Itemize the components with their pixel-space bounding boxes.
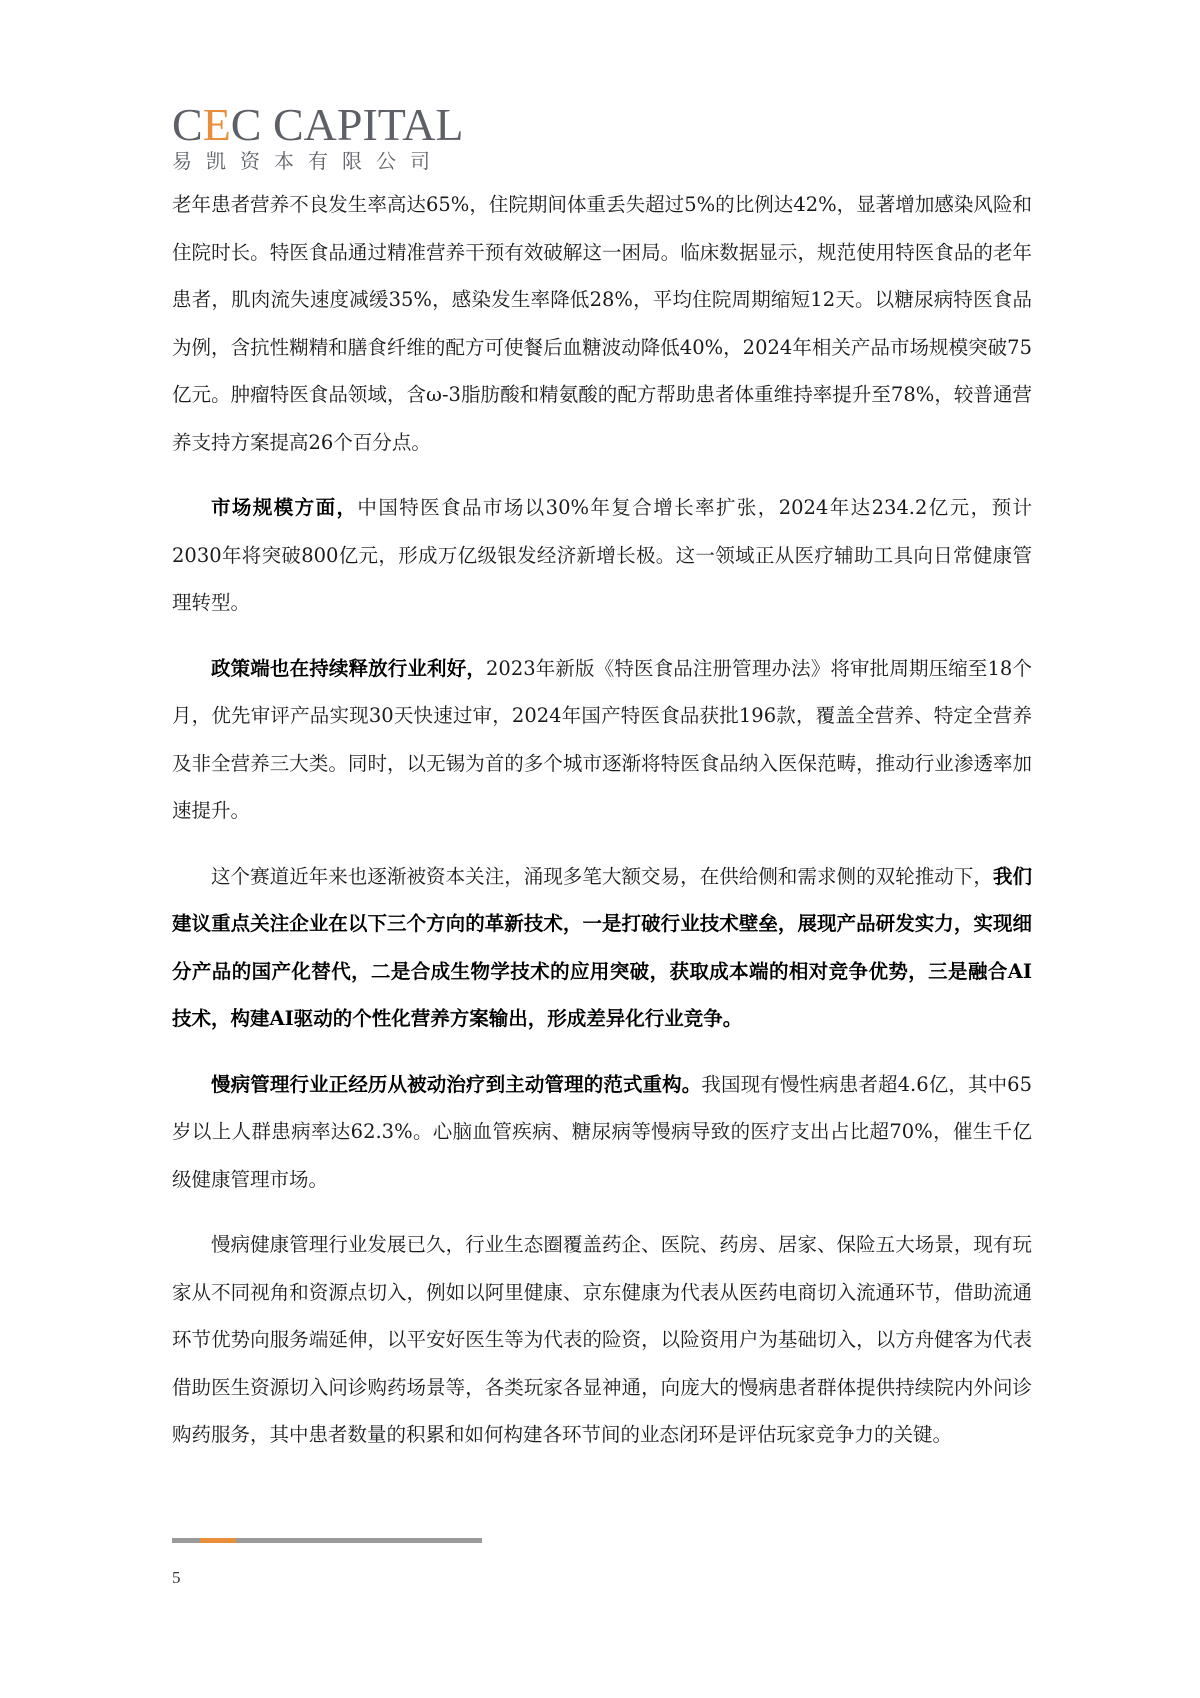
company-name-cn: 易凯资本有限公司 bbox=[172, 149, 444, 173]
paragraph-text: 老年患者营养不良发生率高达65%，住院期间体重丢失超过5%的比例达42%，显著增加感染风险和住院时长。特医食品通过精准营养干预有效破解这一困局。临床数据显示，规范使用特医食品的老年患者，肌肉流失速度减缓35%，感染发生率降低28%，平均住院周期缩短12天。以糖尿病特医食品为例，含抗性糊精和膳食纤维的配方可使餐后血糖波动降低40%，2024年相关产品市场规模突破75亿元。肿瘤特医食品领域，含ω-3脂肪酸和精氨酸的配方帮助患者体重维持率提升至78%，较普通营养支持方案提高26个百分点。 bbox=[172, 193, 1032, 454]
paragraph-4 bbox=[172, 853, 1032, 1043]
footer-divider bbox=[172, 1538, 482, 1543]
paragraph-2 bbox=[172, 484, 1032, 627]
footer-divider-accent bbox=[200, 1538, 236, 1543]
paragraph-lead: 慢病管理行业正经历从被动治疗到主动管理的范式重构。 bbox=[211, 1072, 702, 1096]
paragraph-6 bbox=[172, 1221, 1032, 1459]
paragraph-5 bbox=[172, 1061, 1032, 1204]
page-header bbox=[172, 100, 552, 174]
paragraph-text: 中国特医食品市场以30%年复合增长率扩张，2024年达234.2亿元，预计2030年将突破800亿元，形成万亿级银发经济新增长极。这一领域正从医疗辅助工具向日常健康管理转型。 bbox=[172, 496, 1032, 614]
logo-text-part2: C CAPITAL bbox=[230, 99, 464, 150]
document-body bbox=[172, 181, 1032, 1459]
paragraph-text: 这个赛道近年来也逐渐被资本关注，涌现多笔大额交易，在供给侧和需求侧的双轮推动下， bbox=[211, 864, 993, 888]
paragraph-1 bbox=[172, 181, 1032, 466]
company-logo bbox=[172, 100, 552, 150]
paragraph-text: 我国现有慢性病患者超4.6亿，其中65岁以上人群患病率达62.3%。心脑血管疾病、糖尿病等慢病导致的医疗支出占比超70%，催生千亿级健康管理市场。 bbox=[172, 1072, 1032, 1191]
paragraph-text: 慢病健康管理行业发展已久，行业生态圈覆盖药企、医院、药房、居家、保险五大场景，现有玩家从不同视角和资源点切入，例如以阿里健康、京东健康为代表从医药电商切入流通环节，借助流通环节优势向服务端延伸，以平安好医生等为代表的险资，以险资用户为基础切入，以方舟健客为代表借助医生资源切入问诊购药场景等，各类玩家各显神通，向庞大的慢病患者群体提供持续院内外问诊购药服务，其中患者数量的积累和如何构建各环节间的业态闭环是评估玩家竞争力的关键。 bbox=[172, 1233, 1032, 1446]
paragraph-lead: 市场规模方面， bbox=[211, 496, 358, 519]
paragraph-lead: 政策端也在持续释放行业利好， bbox=[211, 656, 486, 680]
paragraph-3 bbox=[172, 645, 1032, 835]
logo-text-part1: C bbox=[172, 99, 203, 150]
page-number: 5 bbox=[172, 1568, 181, 1587]
paragraph-text: 2023年新版《特医食品注册管理办法》将审批周期压缩至18个月，优先审评产品实现30天快速过审，2024年国产特医食品获批196款，覆盖全营养、特定全营养及非全营养三大类。同时，以无锡为首的多个城市逐渐将特医食品纳入医保范畴，推动行业渗透率加速提升。 bbox=[172, 656, 1032, 822]
logo-text-accent: E bbox=[202, 99, 231, 150]
paragraph-bold-tail: 我们建议重点关注企业在以下三个方向的革新技术，一是打破行业技术壁垒，展现产品研发实力，实现细分产品的国产化替代，二是合成生物学技术的应用突破，获取成本端的相对竞争优势，三是融合AI技术，构建AI驱动的个性化营养方案输出，形成差异化行业竞争。 bbox=[172, 864, 1032, 1030]
